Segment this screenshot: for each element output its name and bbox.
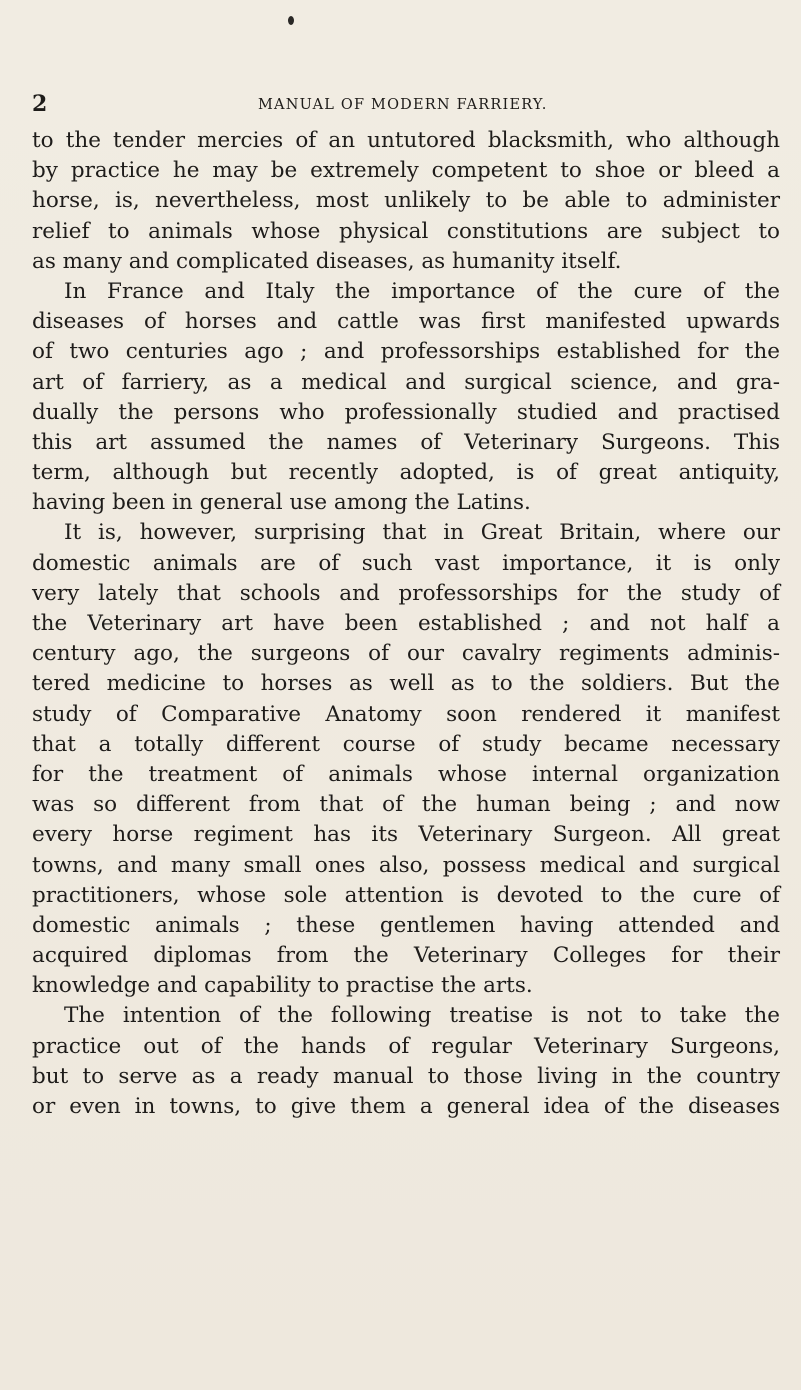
- running-head: [32, 93, 772, 117]
- running-title: MANUAL OF MODERN FARRIERY.: [258, 97, 548, 113]
- text-line: every horse regiment has its Veterinary Surgeon. All great: [32, 822, 780, 848]
- text-line: towns, and many small ones also, possess medical and surgical: [32, 852, 780, 878]
- text-line: by practice he may be extremely competent to shoe or bleed a: [32, 158, 780, 184]
- text-line: relief to animals whose physical constitutions are subject to: [32, 218, 780, 244]
- text-line: was so different from that of the human being ; and now: [32, 792, 780, 818]
- text-line: domestic animals are of such vast importance, it is only: [32, 550, 780, 576]
- text-line: but to serve as a ready manual to those living in the country: [32, 1063, 780, 1089]
- text-line: of two centuries ago ; and professorships established for the: [32, 339, 780, 365]
- text-line: acquired diplomas from the Veterinary Colleges for their: [32, 943, 780, 969]
- text-line: or even in towns, to give them a general idea of the diseases: [32, 1094, 780, 1119]
- text-line: the Veterinary art have been established ; and not half a: [32, 611, 780, 636]
- text-line: term, although but recently adopted, is of great antiquity,: [32, 460, 780, 486]
- text-line: It is, however, surprising that in Great Britain, where our: [64, 520, 780, 546]
- text-line: domestic animals ; these gentlemen having attended and: [32, 912, 780, 938]
- text-line: horse, is, nevertheless, most unlikely to be able to administer: [32, 188, 780, 214]
- text-line: study of Comparative Anatomy soon rendered it manifest: [32, 701, 780, 727]
- page-number: 2: [32, 91, 48, 117]
- ink-speck: [288, 16, 294, 25]
- text-line: having been in general use among the Latins.: [32, 490, 531, 516]
- text-line: diseases of horses and cattle was first manifested upwards: [32, 309, 780, 335]
- text-line: tered medicine to horses as well as to the soldiers. But the: [32, 671, 780, 697]
- text-line: century ago, the surgeons of our cavalry regiments adminis-: [32, 641, 780, 667]
- text-line: very lately that schools and professorships for the study of: [32, 580, 780, 606]
- text-line: practice out of the hands of regular Veterinary Surgeons,: [32, 1033, 780, 1059]
- text-line: to the tender mercies of an untutored blacksmith, who although: [32, 128, 780, 153]
- text-line: as many and complicated diseases, as humanity itself.: [32, 248, 622, 274]
- text-line: dually the persons who professionally studied and practised: [32, 399, 780, 425]
- text-line: this art assumed the names of Veterinary Surgeons. This: [32, 429, 780, 455]
- text-line: that a totally different course of study became necessary: [32, 731, 780, 757]
- text-line: knowledge and capability to practise the arts.: [32, 973, 533, 999]
- text-line: The intention of the following treatise is not to take the: [64, 1003, 780, 1029]
- body-text: [32, 126, 780, 1122]
- text-line: practitioners, whose sole attention is devoted to the cure of: [32, 882, 780, 908]
- text-line: art of farriery, as a medical and surgical science, and gra-: [32, 369, 780, 395]
- text-line: for the treatment of animals whose internal organization: [32, 761, 780, 787]
- text-line: In France and Italy the importance of the cure of the: [64, 278, 780, 304]
